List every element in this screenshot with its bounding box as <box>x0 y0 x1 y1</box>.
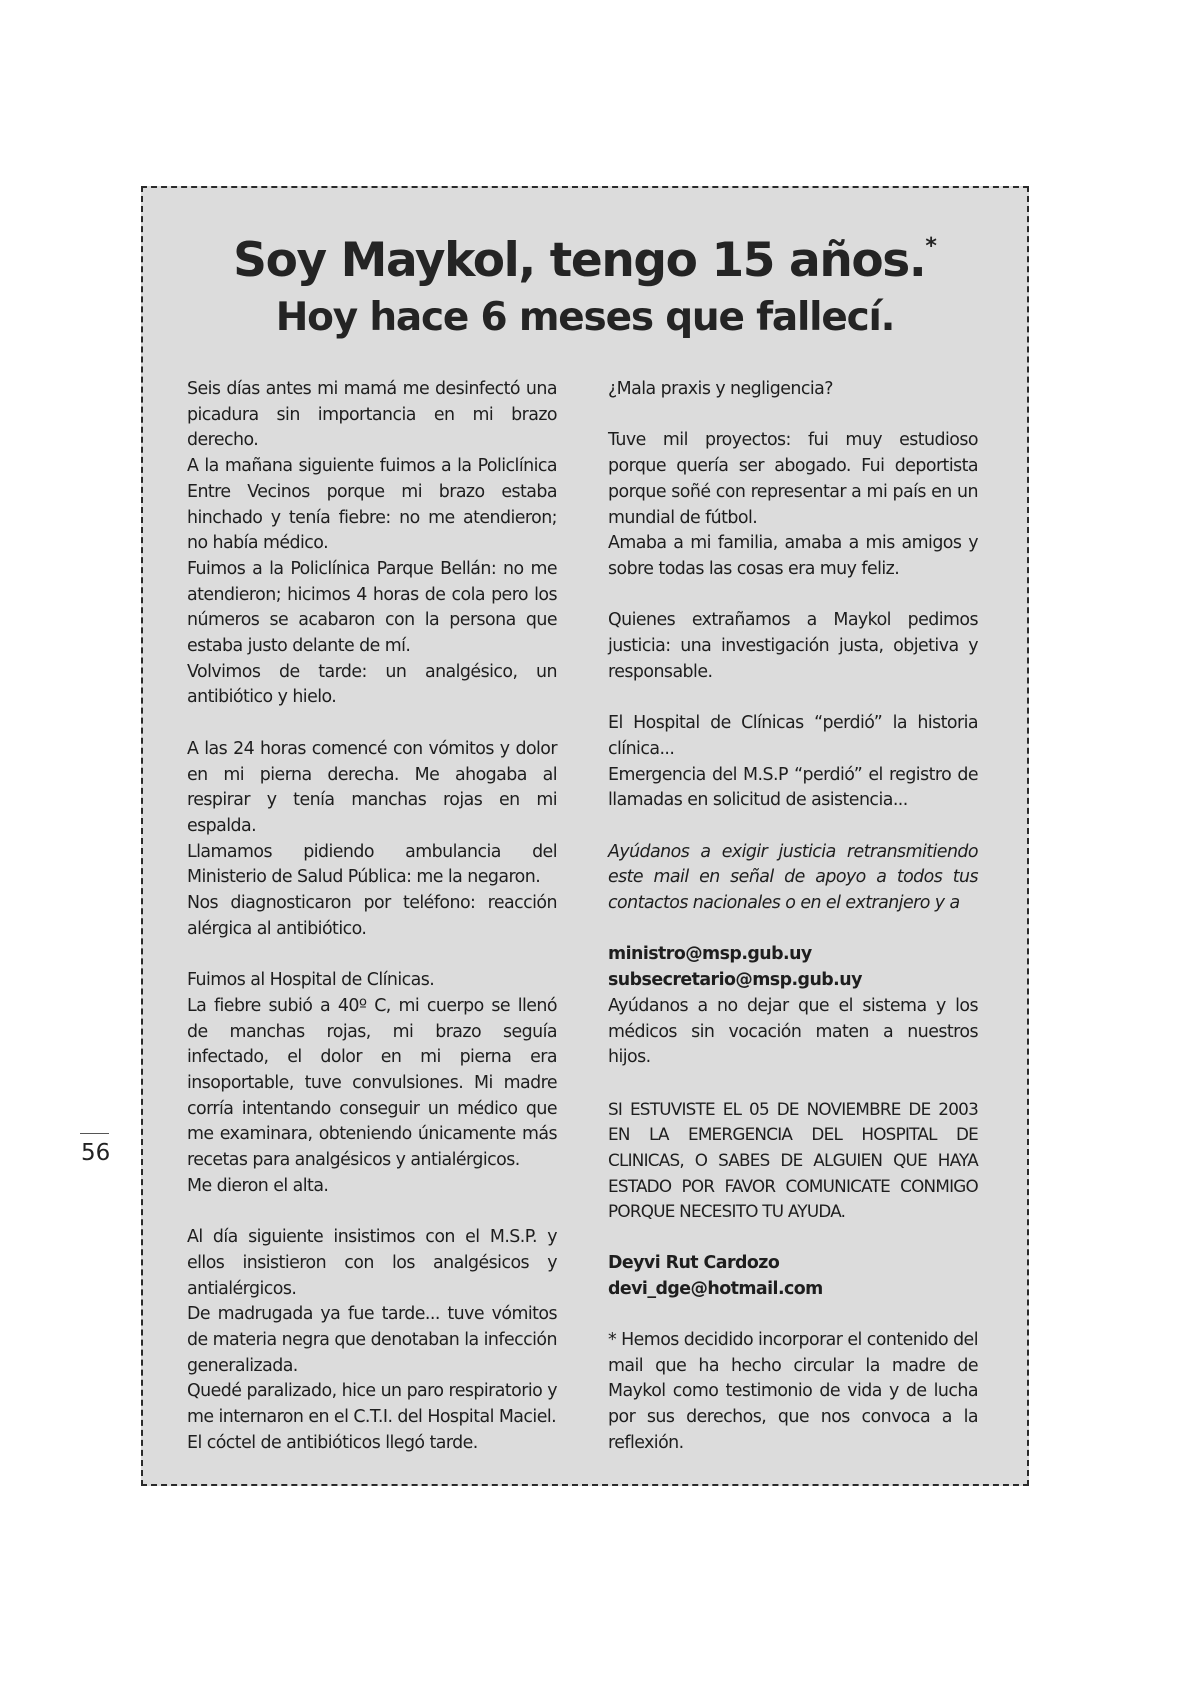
paragraph: Fuimos al Hospital de Clínicas. <box>187 970 435 991</box>
author-email: devi_dge@hotmail.com <box>608 1278 823 1299</box>
paragraph: Seis días antes mi mamá me desinfectó una picadura sin importancia en mi brazo derecho. <box>187 379 557 451</box>
right-column <box>608 377 978 1456</box>
paragraph: Quedé paralizado, hice un paro respiratorio y me internaron en el C.T.I. del Hospital Maciel. <box>187 1381 557 1428</box>
page-number: 56 <box>81 1140 111 1166</box>
headline <box>143 233 1027 288</box>
paragraph: Ayúdanos a no dejar que el sistema y los médicos sin vocación maten a nuestros hijos. <box>608 995 978 1068</box>
email-ministro: ministro@msp.gub.uy <box>608 944 812 965</box>
footnote-asterisk: * <box>925 234 937 260</box>
email-subsecretario: subsecretario@msp.gub.uy <box>608 970 862 991</box>
paragraph: Al día siguiente insistimos con el M.S.P. y ellos insistieron con los analgésicos y antialérgicos. <box>187 1227 557 1299</box>
paragraph: Quienes extrañamos a Maykol pedimos justicia: una investigación justa, objetiva y responsable. <box>608 610 978 682</box>
italic-appeal: Ayúdanos a exigir justicia retransmitiendo este mail en señal de apoyo a todos tus contactos nacionales o en el extranjero y a <box>608 841 978 913</box>
subheadline: Hoy hace 6 meses que fallecí. <box>275 295 895 340</box>
paragraph: La fiebre subió a 40º C, mi cuerpo se llenó de manchas rojas, mi brazo seguía infectado, el dolor en mi pierna era insoportable, tuve convulsiones. Mi madre corría intentando conseguir un médico que me examinara, obteniendo únicamente más recetas para analgésicos y antialérgicos. <box>187 995 557 1171</box>
author-name: Deyvi Rut Cardozo <box>608 1252 780 1273</box>
paragraph: Llamamos pidiendo ambulancia del Ministerio de Salud Pública: me la negaron. <box>187 841 557 888</box>
paragraph: De madrugada ya fue tarde... tuve vómitos de materia negra que denotaban la infección generalizada. <box>187 1304 557 1376</box>
paragraph: Volvimos de tarde: un analgésico, un antibiótico y hielo. <box>187 661 557 708</box>
paragraph: Fuimos a la Policlínica Parque Bellán: no me atendieron; hicimos 4 horas de cola pero los números se acabaron con la persona que estaba justo delante de mí. <box>187 558 557 657</box>
article-box <box>141 186 1029 1486</box>
footnote: * Hemos decidido incorporar el contenido del mail que ha hecho circular la madre de Maykol como testimonio de vida y de lucha por sus derechos, que nos convoca a la reflexión. <box>608 1329 978 1453</box>
paragraph: Tuve mil proyectos: fui muy estudioso porque quería ser abogado. Fui deportista porque soñé con representar a mi país en un mundial de fútbol. <box>608 430 978 528</box>
paragraph: El Hospital de Clínicas “perdió” la historia clínica... <box>608 713 978 759</box>
paragraph: A las 24 horas comencé con vómitos y dolor en mi pierna derecha. Me ahogaba al respirar y tenía manchas rojas en mi espalda. <box>187 738 557 836</box>
paragraph: Emergencia del M.S.P “perdió” el registro de llamadas en solicitud de asistencia... <box>608 764 978 811</box>
paragraph: El cóctel de antibióticos llegó tarde. <box>187 1432 478 1453</box>
paragraph: ¿Mala praxis y negligencia? <box>608 379 833 399</box>
uppercase-appeal: SI ESTUVISTE EL 05 DE NOVIEMBRE DE 2003 EN LA EMERGENCIA DEL HOSPITAL DE CLINICAS, O SABES DE ALGUIEN QUE HAYA ESTADO POR FAVOR COMUNICATE CONMIGO PORQUE NECESITO TU AYUDA. <box>608 1098 978 1222</box>
paragraph: Amaba a mi familia, amaba a mis amigos y sobre todas las cosas era muy feliz. <box>608 533 978 579</box>
paragraph: Me dieron el alta. <box>187 1175 329 1196</box>
paragraph: Nos diagnosticaron por teléfono: reacción alérgica al antibiótico. <box>187 893 557 939</box>
headline-text: Soy Maykol, tengo 15 años. <box>233 233 926 288</box>
page-number-rule <box>80 1133 109 1134</box>
paragraph: A la mañana siguiente fuimos a la Policlínica Entre Vecinos porque mi brazo estaba hinchado y tenía fiebre: no me atendieron; no había médico. <box>187 456 557 554</box>
left-column <box>187 377 557 1456</box>
